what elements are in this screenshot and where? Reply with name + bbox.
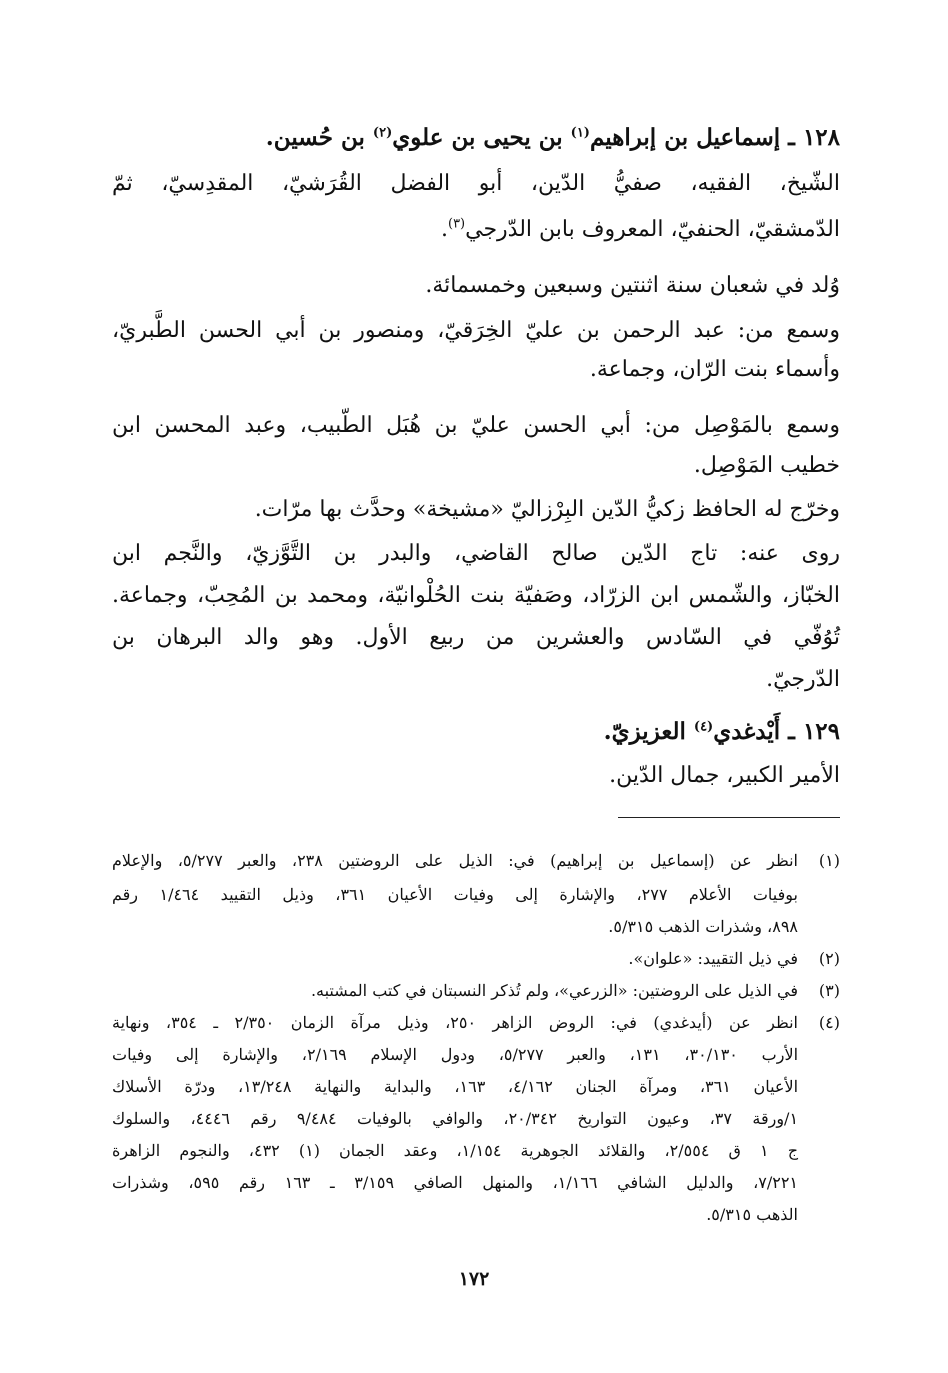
footnote-line: بوفيات الأعلام ٢٧٧، والإشارة إلى وفيات الأعيان ٣٦١، وذيل التقييد ١/٤٦٤ رقم <box>112 885 799 904</box>
footnote-ref-4: (٤) <box>693 719 714 735</box>
footnote-separator <box>618 817 840 818</box>
entry-129-title: ١٢٩ ـ أَيْدغدي$^{(٤)}$ العزيزيّ. <box>603 718 840 745</box>
body-line: الدّمشقيّ، الحنفيّ، المعروف بابن الدّرجي$^{(٣)}$. <box>440 216 840 242</box>
footnote-number: (٣) <box>818 981 840 1000</box>
body-line: وسمع من: عبد الرحمن بن عليّ الخِرَقيّ، ومنصور بن أبي الحسن الطَّبريّ، <box>112 318 840 343</box>
footnote-line: ٨٩٨، وشذرات الذهب ٥/٣١٥. <box>608 917 798 936</box>
footnote-line: انظر عن (أيدغدي) في: الروض الزاهر ٢٥٠، وذيل مرآة الزمان ٢/٣٥٠ ـ ٣٥٤، ونهاية <box>112 1013 798 1032</box>
footnote-line: في ذيل التقييد: «علوان». <box>628 949 798 968</box>
footnote-number: (١) <box>818 851 840 870</box>
footnote-line: في الذيل على الروضتين: «الزرعي»، ولم تُذكر النسبتان في كتب المشتبه. <box>310 981 798 1000</box>
footnote-ref-2: (٢) <box>372 125 393 141</box>
footnote-line: ١/ورقة ٣٧، وعيون التواريخ ٢٠/٣٤٢، والوافي بالوفيات ٩/٤٨٤ رقم ٤٤٤٦، والسلوك <box>112 1109 799 1128</box>
body-line: وخرّج له الحافظ زكيُّ الدّين البِرْزاليّ «مشيخة» وحدَّث بها مرّات. <box>254 497 840 522</box>
entry-128-title: ١٢٨ ـ إسماعيل بن إبراهيم$^{(١)}$ بن يحيى بن علوي$^{(٢)}$ بن حُسين. <box>265 124 840 151</box>
footnote-line: الذهب ٥/٣١٥. <box>706 1205 798 1224</box>
body-line: الأمير الكبير، جمال الدّين. <box>609 763 840 788</box>
footnote-ref-3: (٣) <box>447 216 466 232</box>
footnote-line: ٧/٢٢١، والدليل الشافي ١/١٦٦، والمنهل الصافي ٣/١٥٩ ـ ١٦٣ رقم ٥٩٥، وشذرات <box>112 1173 799 1192</box>
footnote-number: (٤) <box>818 1013 840 1032</box>
body-line: الخبّاز، والشّمس ابن الزرّاد، وصَفيّة بنت الحُلْوانيّة، ومحمد بن المُحِبّ، وجماعة. <box>112 583 840 608</box>
body-line: وُلد في شعبان سنة اثنتين وسبعين وخمسمائة. <box>425 273 840 298</box>
footnote-line: الأرب ٣٠/١٣٠، ١٣١، والعبر ٥/٢٧٧، ودول الإسلام ٢/١٦٩، والإشارة إلى وفيات <box>112 1045 799 1064</box>
body-line: خطيب المَوْصِل. <box>693 453 840 478</box>
body-line: الشّيخ، الفقيه، صفيُّ الدّين، أبو الفضل القُرَشيّ، المقدِسيّ، ثمّ <box>112 171 840 196</box>
body-line: وسمع بالمَوْصِل من: أبي الحسن عليّ بن هُبَل الطّبيب، وعبد المحسن ابن <box>112 413 840 438</box>
footnote-line: الأعيان ٣٦١، ومرآة الجنان ٤/١٦٢، ١٦٣، والبداية والنهاية ١٣/٢٤٨، ودرّة الأسلاك <box>112 1077 799 1096</box>
body-line: الدّرجيّ. <box>766 667 840 692</box>
page-number: ١٧٢ <box>458 1268 490 1290</box>
footnote-number: (٢) <box>818 949 840 968</box>
footnote-ref-1: (١) <box>570 125 590 141</box>
body-line: وأسماء بنت الرّان، وجماعة. <box>589 357 840 382</box>
body-line: تُوُفّي في السّادس والعشرين من ربيع الأول. وهو والد البرهان بن <box>112 625 840 650</box>
body-line: روى عنه: تاج الدّين صالح القاضي، والبدر بن التَّوَّزيّ، والنَّجم ابن <box>112 541 840 566</box>
footnote-line: انظر عن (إسماعيل بن إبراهيم) في: الذيل على الروضتين ٢٣٨، والعبر ٥/٢٧٧، والإعلام <box>112 851 798 870</box>
footnote-line: ج ١ ق ٢/٥٥٤، والقلائد الجوهرية ١/١٥٤، وعقد الجمان (١) ٤٣٢، والنجوم الزاهرة <box>112 1141 799 1160</box>
